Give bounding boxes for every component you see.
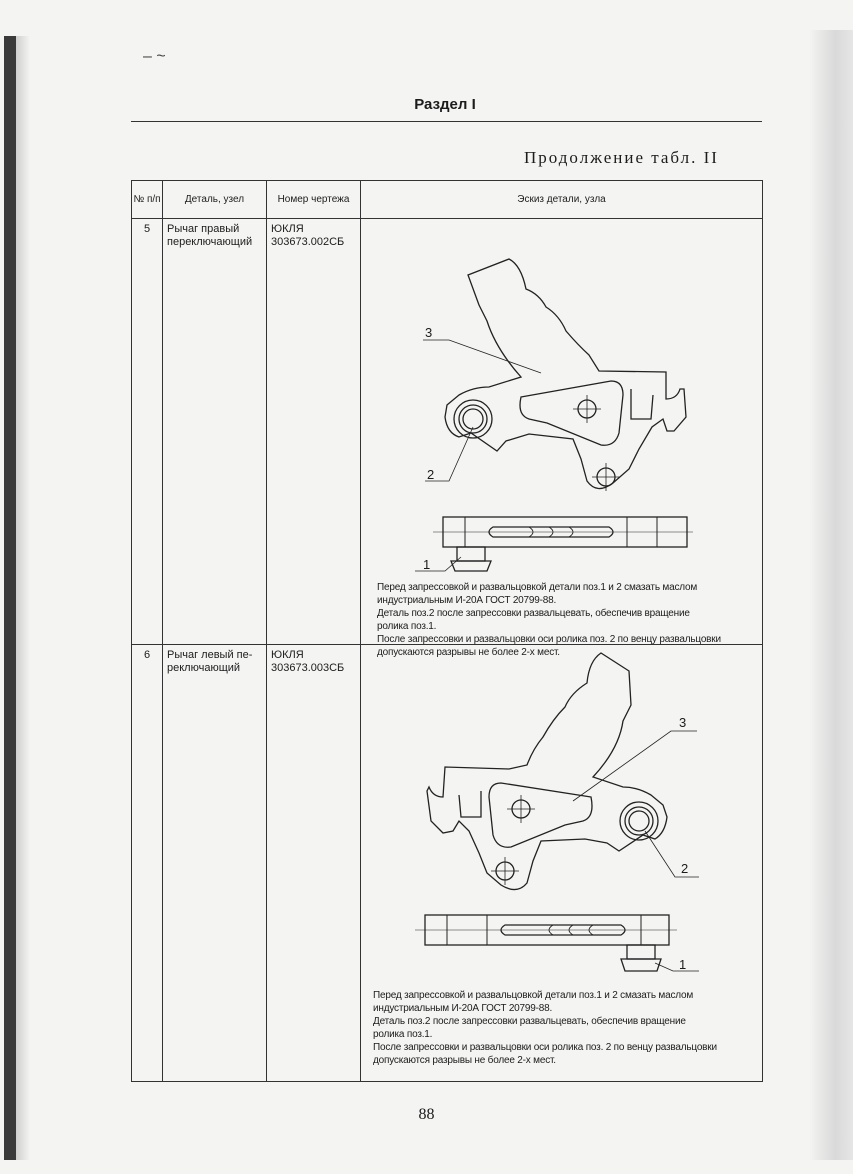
note-line: допускаются разрывы не более 2-х мест. — [377, 647, 560, 658]
book-spine-shadow — [4, 36, 16, 1160]
row-number: 5 — [132, 219, 163, 645]
callout-2: 2 — [427, 467, 435, 482]
pencil-mark: – ~ — [143, 48, 166, 65]
part-name: Рычаг правый переключающий — [163, 219, 267, 645]
assembly-notes — [373, 989, 717, 1067]
part-name: Рычаг левый пе-реключающий — [163, 645, 267, 1082]
note-line: После запрессовки и развальцовки оси ролика поз. 2 по венцу развальцовки — [377, 634, 721, 645]
drawing-number: ЮКЛЯ 303673.003СБ — [267, 645, 361, 1082]
note-line: После запрессовки и развальцовки оси ролика поз. 2 по венцу развальцовки — [373, 1042, 717, 1053]
header-num: № п/п — [132, 181, 163, 219]
callout-2: 2 — [681, 861, 689, 876]
note-line: Деталь поз.2 после запрессовки развальцевать, обеспечив вращение — [373, 1016, 686, 1027]
row-number: 6 — [132, 645, 163, 1082]
note-line: Перед запрессовкой и развальцовкой детали поз.1 и 2 смазать маслом — [373, 990, 694, 1001]
parts-table — [131, 180, 763, 1082]
drawing-number: ЮКЛЯ 303673.002СБ — [267, 219, 361, 645]
header-drawing: Номер чертежа — [267, 181, 361, 219]
sketch-cell — [361, 219, 763, 658]
note-line: допускаются разрывы не более 2-х мест. — [373, 1055, 556, 1066]
table-header-row — [132, 181, 763, 219]
note-line: ролика поз.1. — [373, 1029, 433, 1040]
book-gutter-shadow — [16, 36, 30, 1160]
note-line: Деталь поз.2 после запрессовки развальцевать, обеспечив вращение — [377, 608, 690, 619]
page-number: 88 — [418, 1106, 435, 1123]
sketch-cell — [361, 645, 763, 1082]
table-continuation-caption: Продолжение табл. II — [524, 148, 719, 167]
header-rule — [131, 121, 762, 122]
callout-1: 1 — [679, 957, 687, 972]
note-line: Перед запрессовкой и развальцовкой детали поз.1 и 2 смазать маслом — [377, 582, 698, 593]
section-title: Раздел I — [414, 96, 476, 113]
callout-1: 1 — [423, 557, 431, 572]
note-line: ролика поз.1. — [377, 621, 437, 632]
table-row — [132, 219, 763, 645]
callout-3: 3 — [425, 325, 433, 340]
note-line: индустриальным И-20А ГОСТ 20799-88. — [373, 1003, 553, 1014]
page-edge-shadow — [809, 30, 853, 1160]
note-line: индустриальным И-20А ГОСТ 20799-88. — [377, 595, 557, 606]
header-sketch: Эскиз детали, узла — [361, 181, 763, 219]
table-row — [132, 645, 763, 1082]
header-part: Деталь, узел — [163, 181, 267, 219]
callout-3: 3 — [679, 715, 687, 730]
